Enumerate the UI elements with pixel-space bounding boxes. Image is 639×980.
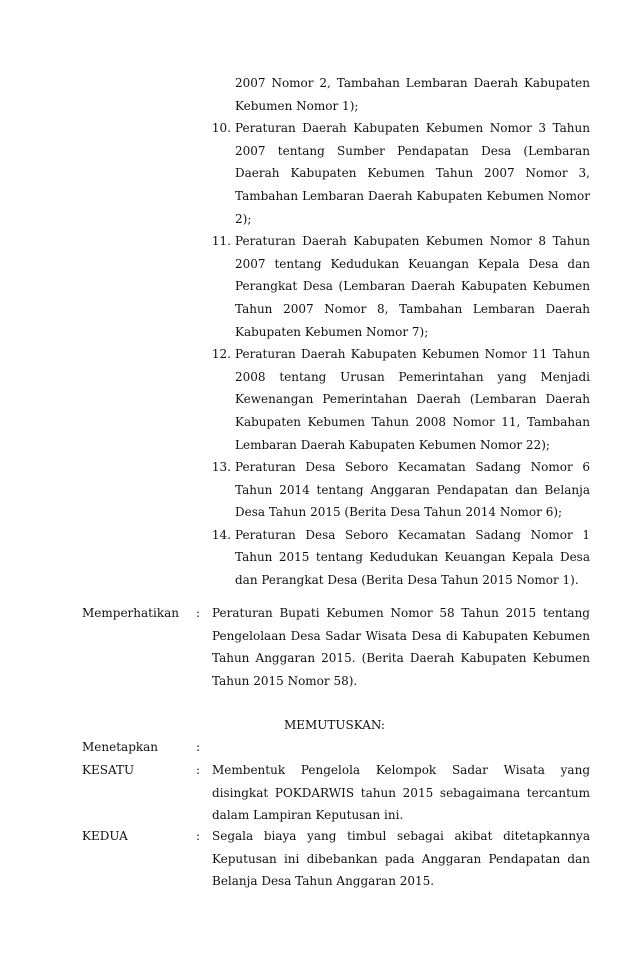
menetapkan-section: [82, 736, 590, 759]
kedua-section: [82, 825, 590, 893]
kedua-colon: :: [196, 829, 201, 843]
list-item-number: 14.: [211, 527, 231, 542]
kesatu-colon: :: [196, 763, 201, 777]
memutuskan-heading: MEMUTUSKAN:: [283, 718, 386, 732]
list-item-13: [205, 456, 590, 524]
menetapkan-colon: :: [196, 740, 201, 754]
list-item-number: 13.: [211, 460, 231, 475]
memperhatikan-label: Memperhatikan: [82, 606, 179, 620]
list-item-continuation-text: 2007 Nomor 2, Tambahan Lembaran Daerah Kabupaten Kebumen Nomor 1);: [235, 76, 590, 113]
list-item-12: [205, 343, 590, 456]
kesatu-label: KESATU: [82, 763, 135, 777]
legal-basis-list: [205, 72, 590, 592]
kesatu-section: [82, 759, 590, 827]
list-item-11: [205, 230, 590, 343]
kedua-label: KEDUA: [82, 829, 128, 843]
list-item-text: Peraturan Desa Seboro Kecamatan Sadang Nomor 1 Tahun 2015 tentang Kedudukan Keuangan Kepala Desa dan Perangkat Desa (Berita Desa Tahun 2015 Nomor 1).: [235, 527, 590, 588]
list-item-text: Peraturan Daerah Kabupaten Kebumen Nomor 3 Tahun 2007 tentang Sumber Pendapatan Desa (Lembaran Daerah Kabupaten Kebumen Tahun 2007 Nomor 3, Tambahan Lembaran Daerah Kabupaten Kebumen Nomor 2);: [235, 121, 590, 226]
list-item-text: Peraturan Daerah Kabupaten Kebumen Nomor 8 Tahun 2007 tentang Kedudukan Keuangan Kepala Desa dan Perangkat Desa (Lembaran Daerah Kabupaten Kebumen Tahun 2007 Nomor 8, Tambahan Lembaran Daerah Kabupaten Kebumen Nomor 7);: [235, 234, 590, 339]
list-item-continuation: [205, 72, 590, 117]
list-item-text: Peraturan Desa Seboro Kecamatan Sadang Nomor 6 Tahun 2014 tentang Anggaran Pendapatan dan Belanja Desa Tahun 2015 (Berita Desa Tahun 2014 Nomor 6);: [235, 460, 590, 520]
memperhatikan-text: Peraturan Bupati Kebumen Nomor 58 Tahun 2015 tentang Pengelolaan Desa Sadar Wisata Desa di Kabupaten Kebumen Tahun Anggaran 2015. (Berita Daerah Kabupaten Kebumen Tahun 2015 Nomor 58).: [212, 606, 590, 688]
list-item-14: [205, 524, 590, 592]
list-item-number: 12.: [211, 347, 231, 362]
memperhatikan-section: [82, 602, 590, 692]
list-item-10: [205, 117, 590, 230]
menetapkan-label: Menetapkan: [82, 740, 159, 754]
list-item-number: 10.: [211, 121, 231, 136]
memperhatikan-colon: :: [196, 606, 201, 620]
list-item-text: Peraturan Daerah Kabupaten Kebumen Nomor 11 Tahun 2008 tentang Urusan Pemerintahan yang Menjadi Kewenangan Pemerintahan Daerah (Lembaran Daerah Kabupaten Kebumen Tahun 2008 Nomor 11, Tambahan Lembaran Daerah Kabupaten Kebumen Nomor 22);: [235, 347, 590, 452]
kedua-text: Segala biaya yang timbul sebagai akibat ditetapkannya Keputusan ini dibebankan pada Anggaran Pendapatan dan Belanja Desa Tahun Anggaran 2015.: [212, 829, 590, 889]
list-item-number: 11.: [211, 234, 231, 249]
kesatu-text: Membentuk Pengelola Kelompok Sadar Wisata yang disingkat POKDARWIS tahun 2015 sebagaimana tercantum dalam Lampiran Keputusan ini.: [212, 763, 590, 823]
